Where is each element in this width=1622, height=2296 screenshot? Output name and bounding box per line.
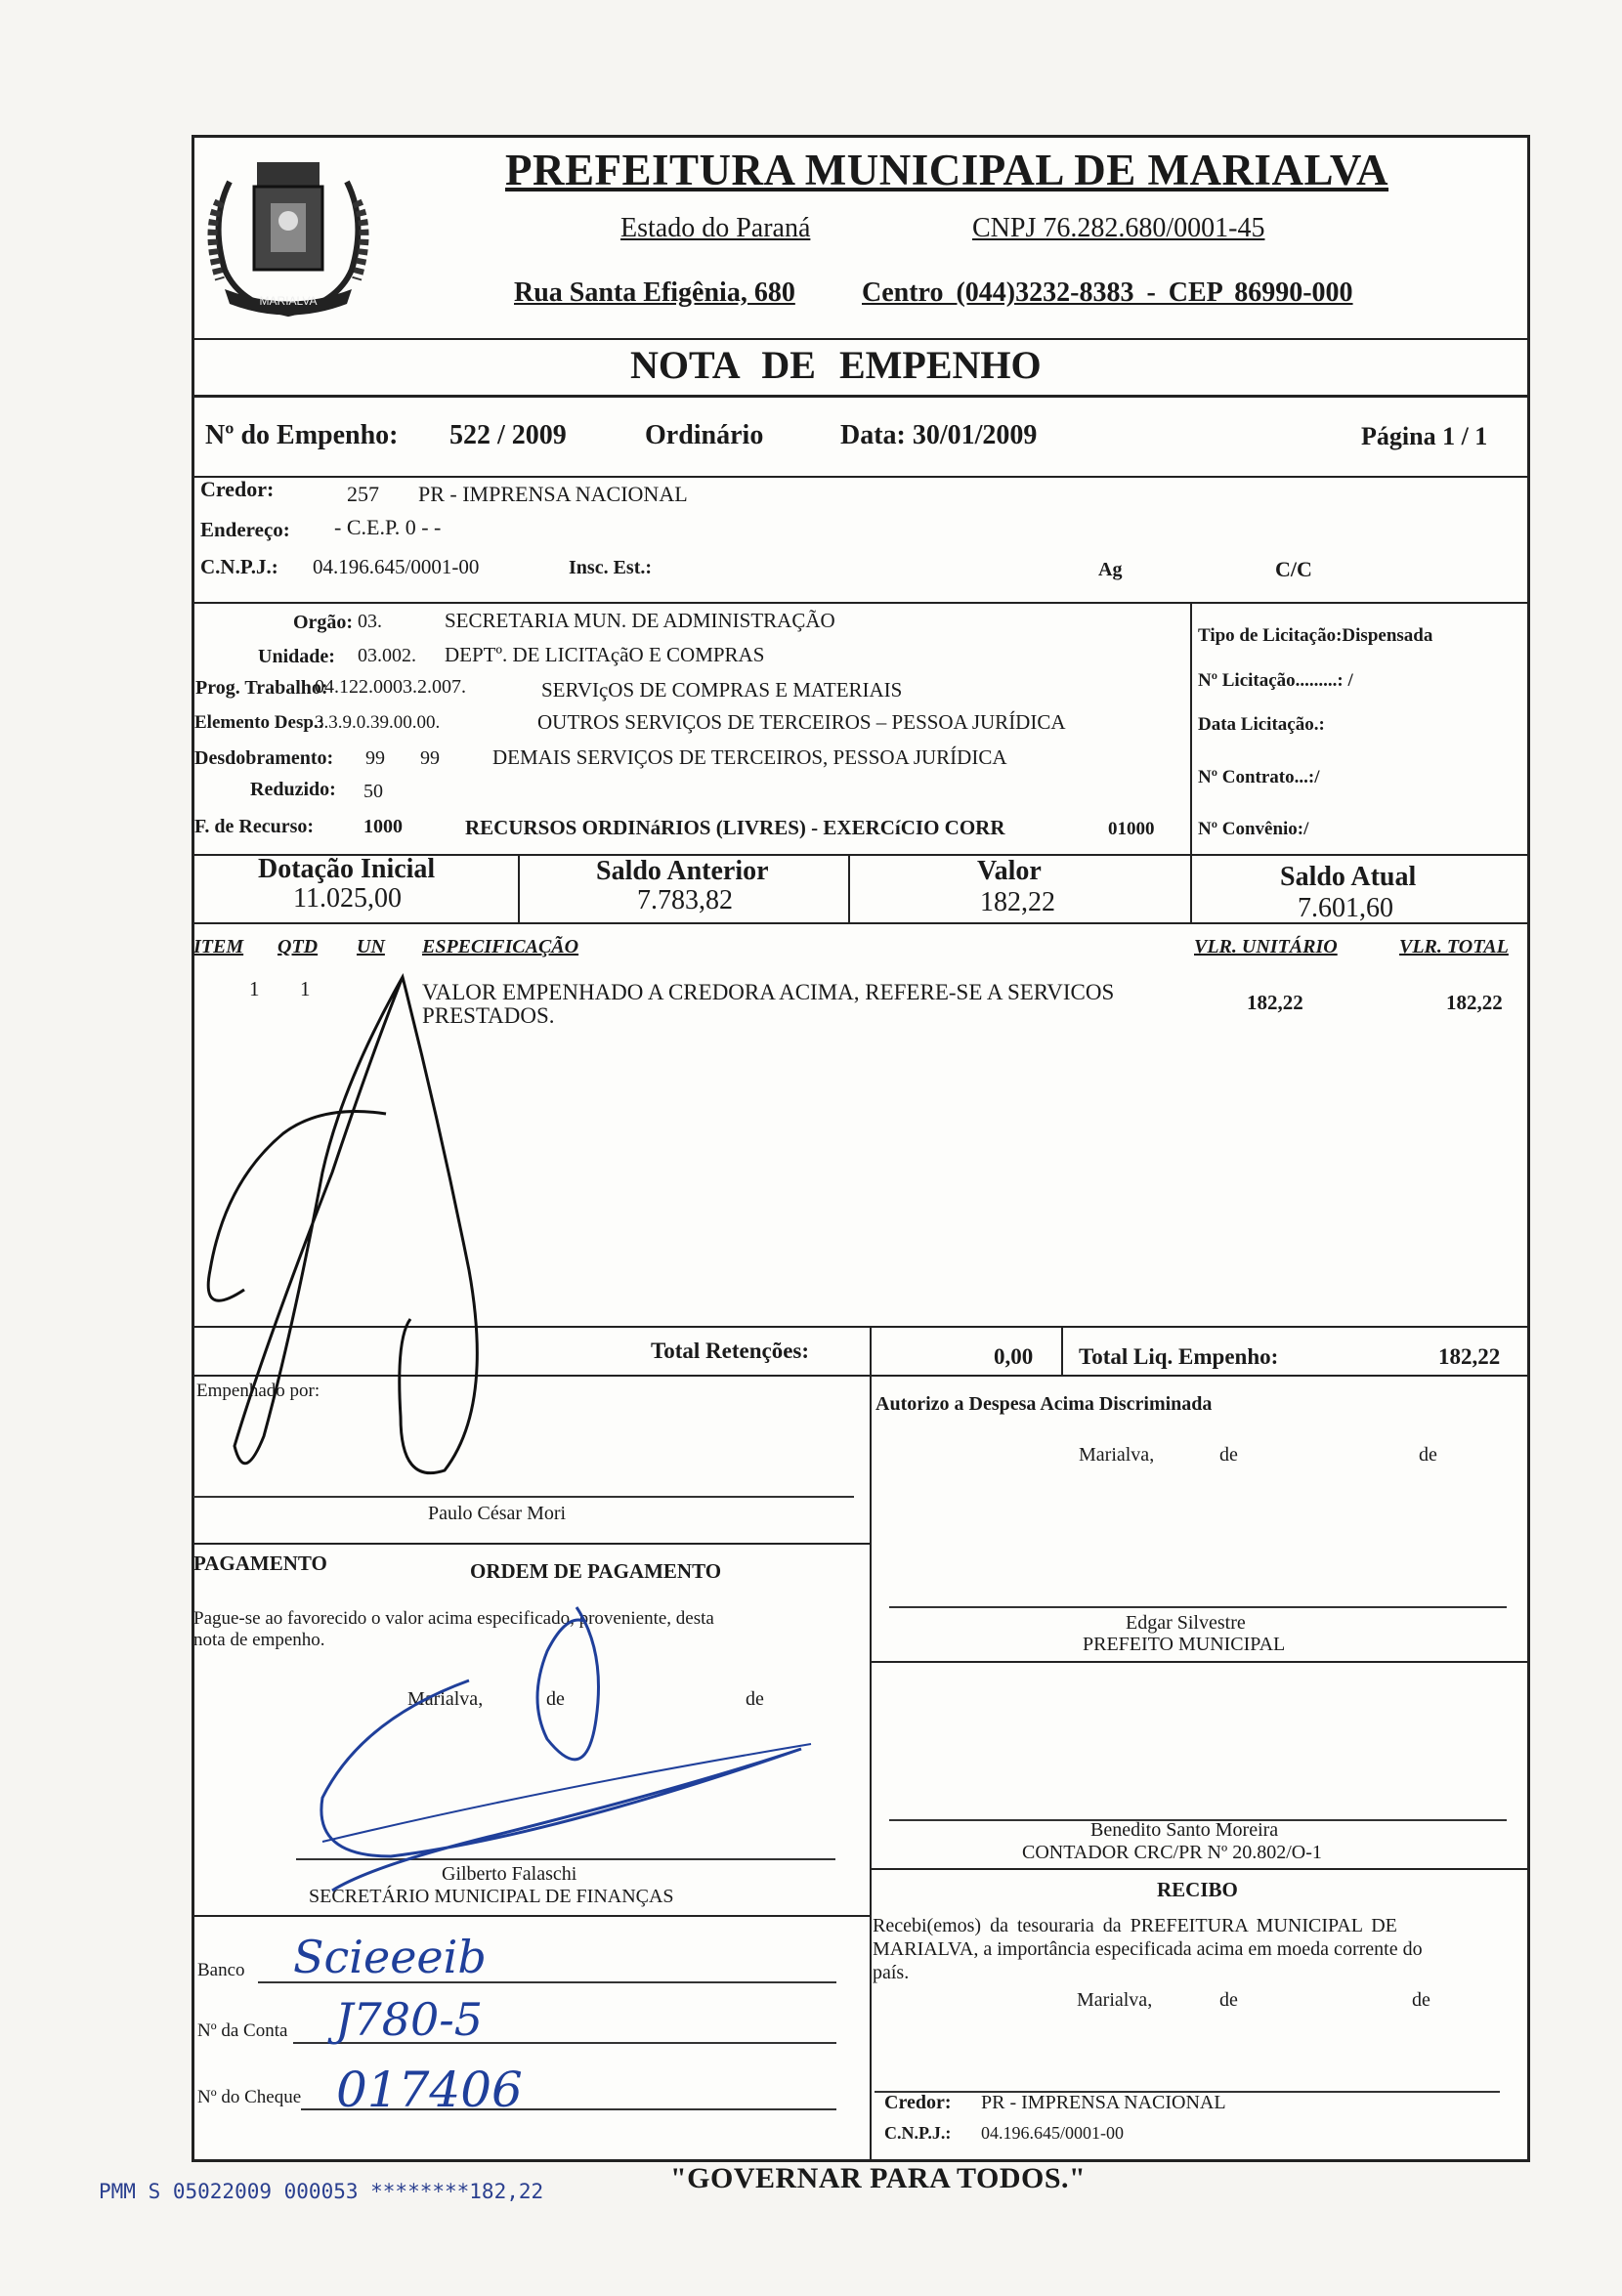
row-item: 1 bbox=[249, 977, 260, 1000]
payment-text-line1: Pague-se ao favorecido o valor acima especificado, proveniente, desta bbox=[193, 1608, 714, 1629]
cc-label: C/C bbox=[1275, 557, 1312, 581]
liq-empenho-label: Total Liq. Empenho: bbox=[1079, 1344, 1279, 1369]
motto: "GOVERNAR PARA TODOS." bbox=[670, 2162, 1087, 2194]
recibo-title: RECIBO bbox=[1157, 1878, 1238, 1901]
page-number: Página 1 / 1 bbox=[1361, 422, 1488, 450]
recibo-line2: MARIALVA, a importância especificada acima em moeda corrente do bbox=[873, 1938, 1423, 1960]
recibo-cnpj-label: C.N.P.J.: bbox=[884, 2123, 952, 2143]
autorizo-text: Autorizo a Despesa Acima Discriminada bbox=[875, 1393, 1213, 1415]
signature-line bbox=[296, 1858, 835, 1860]
secretary-name: Gilberto Falaschi bbox=[442, 1863, 577, 1885]
signature-line bbox=[193, 1496, 854, 1498]
crest-icon bbox=[200, 143, 376, 328]
unidade-name: DEPTº. DE LICITAçãO E COMPRAS bbox=[445, 643, 765, 666]
autorizo-de1: de bbox=[1219, 1444, 1238, 1466]
recibo-de2: de bbox=[1412, 1989, 1430, 2011]
retencoes-value: 0,00 bbox=[994, 1344, 1034, 1369]
row-total-value: 182,22 bbox=[1446, 991, 1503, 1014]
elemento-name: OUTROS SERVIÇOS DE TERCEIROS – PESSOA JURÍDICA bbox=[537, 710, 1066, 734]
autorizo-de2: de bbox=[1419, 1444, 1437, 1466]
saldo-atual-label: Saldo Atual bbox=[1280, 862, 1417, 892]
col-spec: ESPECIFICAÇÃO bbox=[422, 936, 579, 957]
divider bbox=[870, 1326, 872, 1375]
street-address: Rua Santa Efigênia, 680 bbox=[514, 277, 795, 308]
orgao-code: 03. bbox=[358, 611, 382, 632]
divider bbox=[192, 922, 1530, 924]
recibo-credor-label: Credor: bbox=[884, 2092, 952, 2113]
cnpj-value: 04.196.645/0001-00 bbox=[313, 555, 480, 578]
banco-label: Banco bbox=[197, 1960, 245, 1980]
credor-name: PR - IMPRENSA NACIONAL bbox=[418, 482, 688, 506]
prog-label: Prog. Trabalho: bbox=[195, 677, 328, 699]
divider bbox=[870, 1661, 1530, 1663]
numero-contrato: Nº Contrato...:/ bbox=[1198, 767, 1320, 787]
divider bbox=[192, 1375, 1530, 1377]
recibo-marialva: Marialva, bbox=[1077, 1989, 1153, 2011]
payment-marialva: Marialva, bbox=[407, 1688, 484, 1710]
mechanical-stamp: PMM S 05022009 000053 ********182,22 bbox=[99, 2180, 544, 2203]
desdobramento-name: DEMAIS SERVIÇOS DE TERCEIROS, PESSOA JURÍDICA bbox=[492, 745, 1007, 769]
empenho-number: 522 / 2009 bbox=[449, 420, 567, 450]
divider bbox=[192, 602, 1530, 604]
agency-label: Ag bbox=[1098, 559, 1123, 580]
credor-label: Credor: bbox=[200, 477, 275, 501]
pagamento-label: PAGAMENTO bbox=[193, 1552, 327, 1575]
ordem-pagamento-label: ORDEM DE PAGAMENTO bbox=[470, 1559, 722, 1583]
recibo-cnpj-value: 04.196.645/0001-00 bbox=[981, 2123, 1124, 2143]
payment-de2: de bbox=[746, 1688, 764, 1710]
recibo-line1: Recebi(emos) da tesouraria da PREFEITURA MUNICIPAL DE bbox=[873, 1915, 1397, 1936]
desdobramento-a: 99 bbox=[365, 747, 385, 769]
autorizo-marialva: Marialva, bbox=[1079, 1444, 1155, 1466]
saldo-atual-value: 7.601,60 bbox=[1298, 893, 1393, 923]
divider bbox=[1190, 854, 1192, 922]
data-licitacao: Data Licitação.: bbox=[1198, 714, 1325, 735]
col-qtd: QTD bbox=[277, 936, 319, 957]
cheque-value: 017406 bbox=[336, 2062, 523, 2118]
divider bbox=[192, 1326, 1530, 1328]
document-title: NOTA DE EMPENHO bbox=[630, 343, 1042, 387]
payment-de1: de bbox=[546, 1688, 565, 1710]
empenhado-name: Paulo César Mori bbox=[428, 1503, 567, 1524]
saldo-anterior-value: 7.783,82 bbox=[637, 885, 733, 915]
tipo-licitacao: Tipo de Licitação:Dispensada bbox=[1198, 625, 1433, 646]
saldo-anterior-label: Saldo Anterior bbox=[596, 856, 769, 886]
prog-name: SERVIçOS DE COMPRAS E MATERIAIS bbox=[541, 678, 903, 702]
divider bbox=[870, 1375, 872, 2162]
col-item: ITEM bbox=[193, 936, 244, 957]
divider bbox=[1061, 1326, 1063, 1375]
divider bbox=[518, 854, 520, 922]
divider bbox=[192, 476, 1530, 478]
credor-code: 257 bbox=[347, 482, 379, 506]
endereco-value: - C.E.P. 0 - - bbox=[334, 515, 442, 539]
reduzido-label: Reduzido: bbox=[250, 779, 336, 800]
secretary-title: SECRETÁRIO MUNICIPAL DE FINANÇAS bbox=[309, 1886, 674, 1907]
col-total-value: VLR. TOTAL bbox=[1399, 936, 1509, 957]
orgao-label: Orgão: bbox=[293, 612, 354, 633]
empenho-date: Data: 30/01/2009 bbox=[840, 420, 1038, 450]
unidade-code: 03.002. bbox=[358, 645, 416, 666]
insc-est-label: Insc. Est.: bbox=[569, 557, 653, 578]
divider bbox=[192, 338, 1530, 340]
payment-text-line2: nota de empenho. bbox=[193, 1630, 325, 1650]
divider bbox=[848, 854, 850, 922]
valor-value: 182,22 bbox=[980, 887, 1055, 917]
row-qtd: 1 bbox=[300, 977, 311, 1000]
signature-line bbox=[889, 1606, 1507, 1608]
dotacao-label: Dotação Inicial bbox=[258, 854, 436, 884]
unidade-label: Unidade: bbox=[258, 646, 335, 667]
banco-value: Scieeeib bbox=[293, 1931, 487, 1983]
reduzido-value: 50 bbox=[363, 781, 383, 802]
svg-text:MARIALVA: MARIALVA bbox=[259, 294, 318, 308]
divider bbox=[870, 1868, 1530, 1870]
prefeito-name: Edgar Silvestre bbox=[1126, 1612, 1246, 1634]
orgao-name: SECRETARIA MUN. DE ADMINISTRAÇÃO bbox=[445, 609, 835, 632]
cheque-label: Nº do Cheque bbox=[197, 2087, 302, 2107]
prefeito-title: PREFEITO MUNICIPAL bbox=[1083, 1634, 1286, 1655]
elemento-label: Elemento Desp.: bbox=[194, 712, 324, 733]
empenho-label: Nº do Empenho: bbox=[205, 420, 399, 450]
recibo-de1: de bbox=[1219, 1989, 1238, 2011]
row-spec-line2: PRESTADOS. bbox=[422, 1003, 555, 1028]
empenhado-label: Empenhado por: bbox=[196, 1381, 320, 1401]
recibo-line3: país. bbox=[873, 1962, 910, 1983]
desdobramento-label: Desdobramento: bbox=[194, 747, 334, 769]
dotacao-value: 11.025,00 bbox=[293, 883, 402, 914]
contador-name: Benedito Santo Moreira bbox=[1090, 1819, 1279, 1841]
municipality-title: PREFEITURA MUNICIPAL DE MARIALVA bbox=[505, 146, 1389, 194]
row-spec-line1: VALOR EMPENHADO A CREDORA ACIMA, REFERE-SE A SERVICOS bbox=[422, 980, 1115, 1004]
col-unit-value: VLR. UNITÁRIO bbox=[1194, 936, 1338, 957]
divider bbox=[1190, 602, 1192, 854]
cnpj-header: CNPJ 76.282.680/0001-45 bbox=[972, 213, 1265, 243]
state-name: Estado do Paraná bbox=[620, 213, 811, 243]
desdobramento-b: 99 bbox=[420, 747, 440, 769]
crest-logo bbox=[200, 143, 376, 328]
prog-code: 04.122.0003.2.007. bbox=[315, 676, 466, 698]
recurso-name: RECURSOS ORDINáRIOS (LIVRES) - EXERCíCIO CORR bbox=[465, 816, 1005, 839]
empenho-type: Ordinário bbox=[645, 420, 764, 450]
recurso-code2: 01000 bbox=[1108, 819, 1155, 839]
elemento-code: 3.3.9.0.39.00.00. bbox=[315, 712, 441, 733]
row-unit-value: 182,22 bbox=[1247, 991, 1303, 1014]
recurso-code: 1000 bbox=[363, 816, 403, 837]
recibo-credor-value: PR - IMPRENSA NACIONAL bbox=[981, 2092, 1226, 2113]
cnpj-label: C.N.P.J.: bbox=[200, 555, 278, 578]
conta-label: Nº da Conta bbox=[197, 2020, 288, 2041]
valor-label: Valor bbox=[977, 856, 1042, 886]
recurso-label: F. de Recurso: bbox=[194, 816, 315, 837]
col-un: UN bbox=[357, 936, 385, 957]
retencoes-label: Total Retenções: bbox=[651, 1339, 810, 1363]
endereco-label: Endereço: bbox=[200, 518, 290, 541]
contador-title: CONTADOR CRC/PR Nº 20.802/O-1 bbox=[1022, 1842, 1322, 1863]
conta-value: J780-5 bbox=[335, 1993, 484, 2046]
district-phone-cep: Centro (044)3232-8383 - CEP 86990-000 bbox=[862, 277, 1353, 308]
numero-licitacao: Nº Licitação.........: / bbox=[1198, 670, 1353, 691]
divider bbox=[192, 1915, 870, 1917]
liq-empenho-value: 182,22 bbox=[1438, 1344, 1501, 1369]
numero-convenio: Nº Convênio:/ bbox=[1198, 819, 1309, 839]
divider bbox=[192, 1543, 870, 1545]
divider bbox=[192, 395, 1530, 398]
